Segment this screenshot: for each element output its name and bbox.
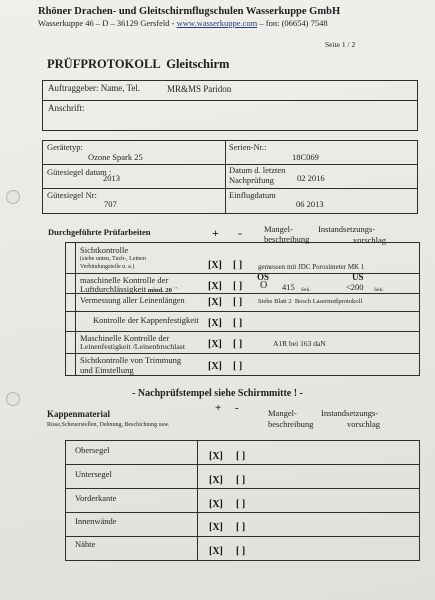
checks-row-divider: [65, 331, 420, 332]
device-type-label: Gerätetyp:: [47, 142, 83, 152]
canopy-part-label: Innenwände: [75, 516, 117, 526]
company-phone: – fon: (06654) 7548: [257, 18, 328, 28]
seal-date-label: Gütesiegel datum :: [47, 167, 112, 177]
stamp-note: - Nachprüfstempel siehe Schirmmitte ! -: [132, 388, 303, 399]
repair-column-header: Instandsetzungs-: [321, 408, 379, 418]
company-address-line: [38, 19, 328, 28]
canopy-mark-plus: [X]: [209, 499, 223, 510]
repair-column-header: Instandsetzungs-: [318, 224, 376, 234]
canopy-part-label: Nähte: [75, 539, 96, 549]
check-sublabel: (siehe unten, Tuch-, Leinen: [80, 256, 146, 262]
check-label: Maschinelle Kontrolle der: [80, 333, 170, 343]
check-label-line2: [80, 285, 178, 295]
canopy-mark-minus: [ ]: [236, 475, 246, 486]
checks-row-divider: [65, 273, 420, 274]
defect-column-header: Mangel-: [268, 408, 297, 418]
serial-value: 18C069: [292, 152, 319, 162]
repair-column-header-line2: vorschlag: [353, 235, 387, 245]
lower-surface-unit: Sek.: [374, 287, 384, 293]
canopy-heading: Kappenmaterial: [47, 409, 110, 419]
canopy-mark-plus: [X]: [209, 475, 223, 486]
check-label: Sichtkontrolle: [80, 245, 129, 255]
canopy-row-divider: [65, 464, 420, 465]
page-number: Seite 1 / 2: [325, 40, 356, 49]
canopy-mark-minus: [ ]: [236, 451, 246, 462]
check-label: Sichtkontrolle von Trimmung: [80, 355, 182, 365]
canopy-mark-minus: [ ]: [236, 522, 246, 533]
device-row-divider: [42, 188, 418, 189]
client-name-value: MR&MS Paridon: [167, 84, 232, 94]
upper-surface-mark: O: [260, 280, 268, 291]
canopy-mark-minus: [ ]: [236, 499, 246, 510]
company-website: www.wasserkuppe.com: [176, 18, 258, 28]
document-title: PRÜFPROTOKOLL Gleitschirm: [47, 57, 230, 71]
last-check-label-line2: Nachprüfung: [229, 175, 274, 185]
client-address-label: Anschrift:: [48, 103, 85, 113]
check-mark-plus: [X]: [208, 297, 222, 308]
canopy-part-label: Vorderkante: [75, 493, 117, 503]
seal-date-value: 2013: [103, 173, 120, 183]
minus-column-header: -: [235, 402, 239, 414]
minus-column-header: -: [238, 226, 242, 240]
check-mark-plus: [X]: [208, 318, 222, 329]
check-note: gemessen mit JDC Porosimeter MK 1: [258, 263, 365, 271]
seal-number-label: Gütesiegel Nr:: [47, 190, 97, 200]
binder-hole: [6, 190, 20, 204]
canopy-mark-plus: [X]: [209, 546, 223, 557]
check-label-text: Luftdurchlässigkeit: [80, 284, 147, 294]
last-check-value: 02 2016: [297, 173, 325, 183]
check-mark-plus: [X]: [208, 339, 222, 350]
upper-surface-label: OS: [257, 272, 270, 282]
check-mark-minus: [ ]: [233, 339, 243, 350]
seal-number-value: 707: [104, 199, 117, 209]
check-note: Siehe Blatt 2 Bosch Lasermeßprotokoll: [258, 298, 363, 305]
check-mark-plus: [X]: [208, 281, 222, 292]
canopy-part-label: Obersegel: [75, 445, 110, 455]
repair-column-header-line2: vorschlag: [347, 419, 381, 429]
defect-column-header-line2: beschreibung: [268, 419, 314, 429]
canopy-mark-plus: [X]: [209, 522, 223, 533]
defect-column-header: Mangel-: [264, 224, 293, 234]
canopy-mark-plus: [X]: [209, 451, 223, 462]
last-check-label: Datum d. letzten: [229, 165, 286, 175]
check-mark-minus: [ ]: [233, 260, 243, 271]
lower-surface-value: <200: [346, 282, 364, 292]
check-label-line2: und Einstellung: [80, 365, 134, 375]
first-flight-label: Einflugdatum: [229, 190, 276, 200]
check-sublabel: Verbindungsteile u. a.): [80, 264, 135, 270]
first-flight-value: 06 2013: [296, 199, 324, 209]
canopy-part-label: Untersegel: [75, 469, 112, 479]
check-note: A1R bei 163 daN: [273, 339, 326, 348]
device-column-divider: [225, 140, 226, 214]
check-label: Vermessung aller Leinenlängen: [80, 296, 185, 305]
plus-column-header: +: [212, 226, 219, 240]
serial-label: Serien-Nr.:: [229, 142, 267, 152]
check-mark-minus: [ ]: [233, 297, 243, 308]
device-type-value: Ozone Spark 25: [88, 152, 143, 162]
check-mark-minus: [ ]: [233, 281, 243, 292]
check-mark-minus: [ ]: [233, 361, 243, 372]
canopy-mark-minus: [ ]: [236, 546, 246, 557]
minimum-time-note: mind. 20 ``: [146, 287, 178, 294]
check-label: Kontrolle der Kappenfestigkeit: [93, 315, 199, 325]
check-mark-minus: [ ]: [233, 318, 243, 329]
canopy-row-divider: [65, 512, 420, 513]
check-label-line2: Leinenfestigkeit /Leinenbruchlast: [80, 342, 186, 351]
checks-table-column-divider: [75, 242, 76, 376]
canopy-table-column-divider: [197, 440, 198, 561]
checks-row-divider: [65, 353, 420, 354]
company-name: Rhöner Drachen- und Gleitschirmflugschulen Wasserkuppe GmbH: [38, 6, 341, 17]
checks-heading: Durchgeführte Prüfarbeiten: [48, 227, 151, 237]
canopy-subheading: Risse,Scheuerstellen, Dehnung, Beschichtung usw.: [47, 422, 170, 428]
upper-surface-unit: Sek.: [301, 287, 311, 293]
canopy-row-divider: [65, 536, 420, 537]
client-row-divider: [42, 100, 418, 101]
defect-column-header-line2: beschreibung: [264, 234, 310, 244]
plus-column-header: +: [215, 402, 222, 414]
canopy-row-divider: [65, 488, 420, 489]
check-mark-plus: [X]: [208, 260, 222, 271]
upper-surface-value: 415: [282, 282, 295, 292]
check-mark-plus: [X]: [208, 361, 222, 372]
checks-row-divider: [65, 311, 420, 312]
lower-surface-label: US: [352, 272, 364, 282]
company-address: Wasserkuppe 46 – D – 36129 Gersfeld -: [38, 18, 177, 28]
check-label: maschinelle Kontrolle der: [80, 275, 169, 285]
client-name-label: Auftraggeber: Name, Tel.: [48, 83, 141, 93]
